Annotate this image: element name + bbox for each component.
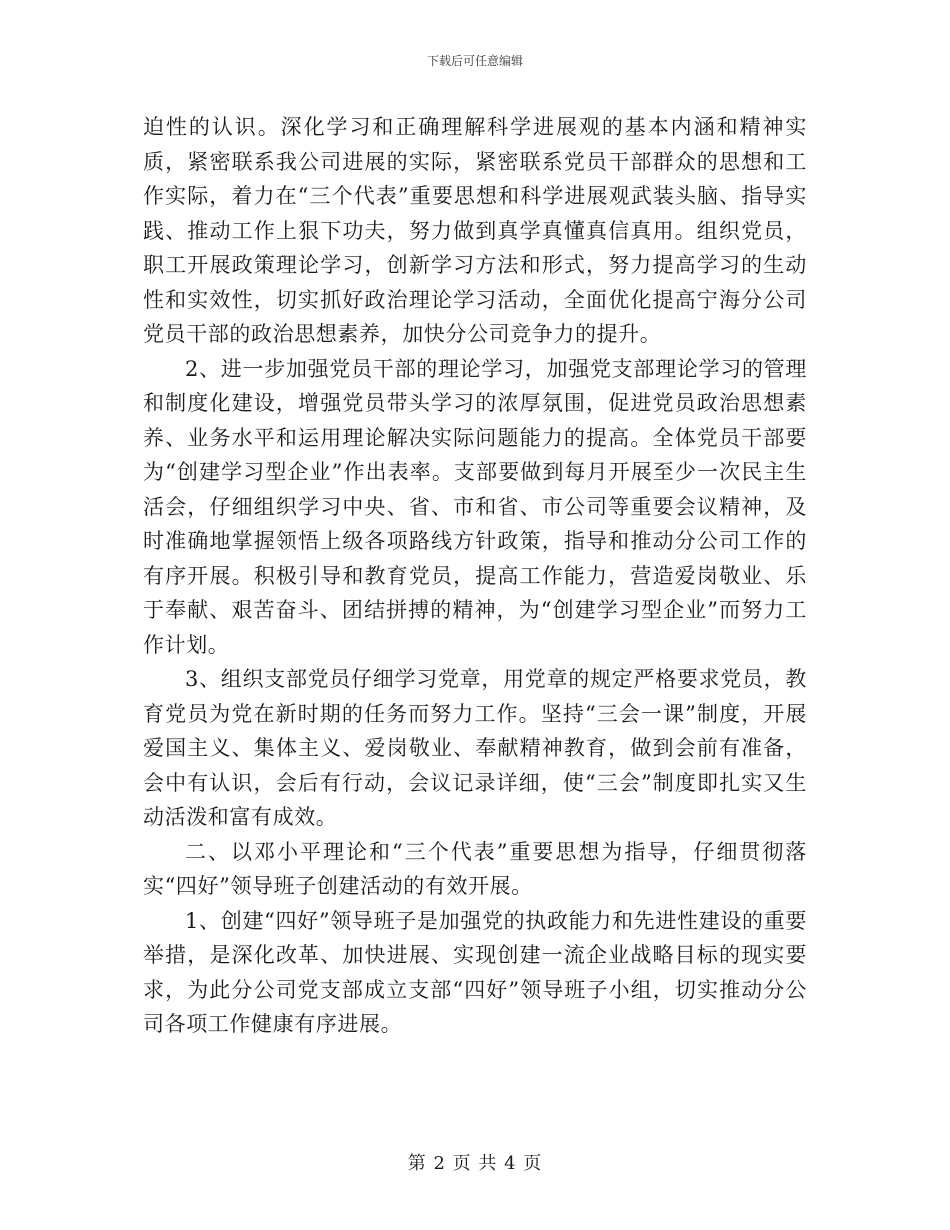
paragraph-continuation: 迫性的认识。深化学习和正确理解科学进展观的基本内涵和精神实质，紧密联系我公司进展的实际，紧密联系党员干部群众的思想和工作实际，着力在“三个代表”重要思想和科学进展观武装头脑、指导实践、推动工作上狠下功夫，努力做到真学真懂真信真用。组织党员，职工开展政策理论学习，创新学习方法和形式，努力提高学习的生动性和实效性，切实抓好政治理论学习活动，全面优化提高宁海分公司党员干部的政治思想素养，加快分公司竞争力的提升。 bbox=[143, 115, 807, 346]
paragraph-item-3: 3、组织支部党员仔细学习党章，用党章的规定严格要求党员，教育党员为党在新时期的任务而努力工作。坚持“三会一课”制度，开展爱国主义、集体主义、爱岗敬业、奉献精神教育，做到会前有准备，会中有认识，会后有行动，会议记录详细，使“三会”制度即扎实又生动活泼和富有成效。 bbox=[143, 667, 807, 829]
paragraph-item-2: 2、进一步加强党员干部的理论学习，加强党支部理论学习的管理和制度化建设，增强党员带头学习的浓厚氛围，促进党员政治思想素养、业务水平和运用理论解决实际问题能力的提高。全体党员干部要为“创建学习型企业”作出表率。支部要做到每月开展至少一次民主生活会，仔细组织学习中央、省、市和省、市公司等重要会议精神，及时准确地掌握领悟上级各项路线方针政策，指导和推动分公司工作的有序开展。积极引导和教育党员，提高工作能力，营造爱岗敬业、乐于奉献、艰苦奋斗、团结拼搏的精神，为“创建学习型企业”而努力工作计划。 bbox=[143, 356, 807, 657]
document-body bbox=[143, 110, 807, 1042]
page-footer: 第 2 页 共 4 页 bbox=[407, 1153, 543, 1174]
page-header: 下载后可任意编辑 bbox=[426, 54, 523, 68]
paragraph-section-2-item-1: 1、创建“四好”领导班子是加强党的执政能力和先进性建设的重要举措，是深化改革、加快进展、实现创建一流企业战略目标的现实要求，为此分公司党支部成立支部“四好”领导班子小组，切实推动分公司各项工作健康有序进展。 bbox=[143, 908, 807, 1036]
section-heading-2: 二、以邓小平理论和“三个代表”重要思想为指导，仔细贯彻落实“四好”领导班子创建活动的有效开展。 bbox=[143, 839, 807, 898]
